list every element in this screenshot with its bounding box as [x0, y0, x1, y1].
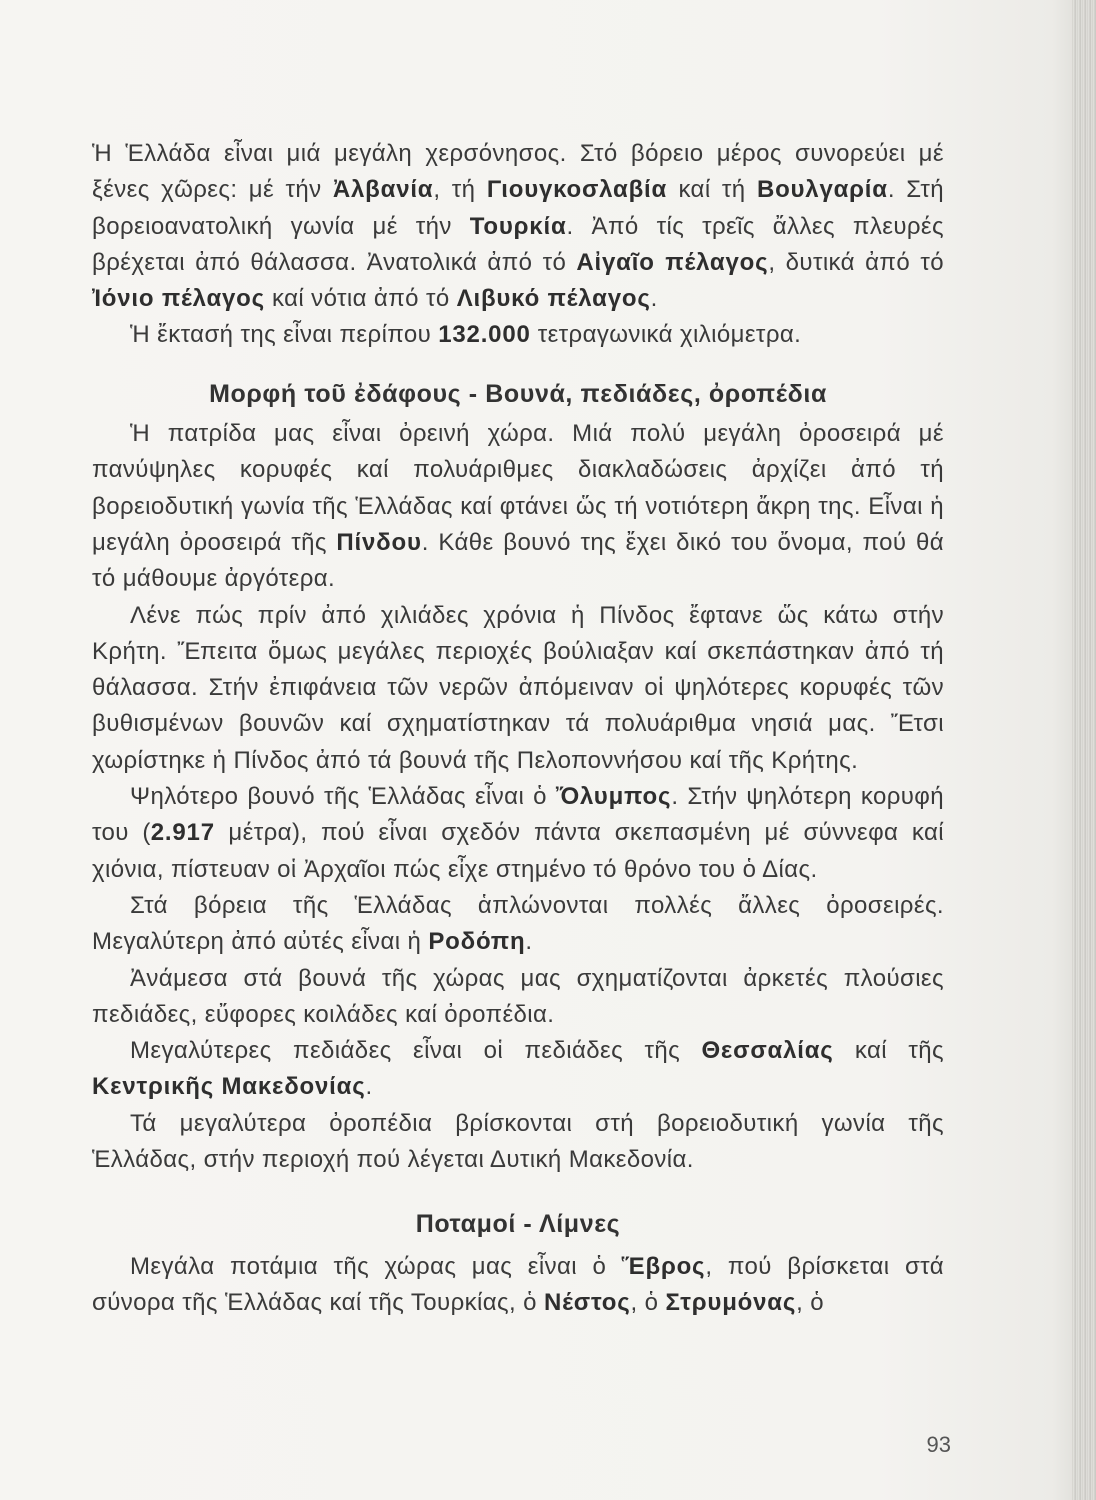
term-bulgaria: Βουλγαρία: [756, 176, 888, 204]
paragraph-crete: Λένε πώς πρίν ἀπό χιλιάδες χρόνια ἡ Πίνδος ἔφτανε ὥς κάτω στήν Κρήτη. Ἔπειτα ὅμως μεγάλες περιοχές βούλιαξαν καί σκεπάστηκαν ἀπό τή θάλασσα. Στήν ἐπιφάνεια τῶν νερῶν ἀπόμειναν οἱ ψηλότερες κορυφές τῶν βυθισμένων βουνῶν καί σχηματίστηκαν τά πολυάριθμα νησιά μας. Ἔτσι χωρίστηκε ἡ Πίνδος ἀπό τά βουνά τῆς Πελοποννήσου καί τῆς Κρήτης.: [92, 601, 944, 774]
paragraph-plains: Ἀνάμεσα στά βουνά τῆς χώρας μας σχηματίζονται ἀρκετές πλούσιες πεδιάδες, εὔφορες κοιλάδες καί ὀροπέδια.: [92, 964, 944, 1028]
paragraph-largest-plains: Μεγαλύτερες πεδιάδες εἶναι οἱ πεδιάδες τῆς Θεσσαλίας καί τῆς Κεντρικῆς Μακεδονίας.: [92, 1037, 944, 1101]
term-central-macedonia: Κεντρικῆς Μακεδονίας: [92, 1073, 366, 1101]
term-ionian-sea: Ἰόνιο πέλαγος: [92, 285, 265, 313]
term-strymonas: Στρυμόνας: [665, 1288, 797, 1316]
term-olympus-height: 2.917: [150, 819, 215, 847]
paragraph-rivers: Μεγάλα ποτάμια τῆς χώρας μας εἶναι ὁ Ἕβρος, πού βρίσκεται στά σύνορα τῆς Ἑλλάδας καί τῆς Τουρκίας, ὁ Νέστος, ὁ Στρυμόνας, ὁ: [92, 1252, 944, 1316]
paragraph-borders: Ἡ Ἑλλάδα εἶναι μιά μεγάλη χερσόνησος. Στό βόρειο μέρος συνορεύει μέ ξένες χῶρες: μέ τήν Ἀλβανία, τή Γιουγκοσλαβία καί τή Βουλγαρία. Στή βορειοανατολική γωνία μέ τήν Τουρκία. Ἀπό τίς τρεῖς ἄλλες πλευρές βρέχεται ἀπό θάλασσα. Ἀνατολικά ἀπό τό Αἰγαῖο πέλαγος, δυτικά ἀπό τό Ἰόνιο πέλαγος καί νότια ἀπό τό Λιβυκό πέλαγος.: [92, 140, 944, 313]
term-yugoslavia: Γιουγκοσλαβία: [486, 176, 668, 204]
page-body: [92, 136, 944, 1321]
paragraph-rhodope: Στά βόρεια τῆς Ἑλλάδας ἁπλώνονται πολλές ἄλλες ὀροσειρές. Μεγαλύτερη ἀπό αὐτές εἶναι ἡ Ροδόπη.: [92, 891, 944, 956]
paragraph-plateaus: Τά μεγαλύτερα ὀροπέδια βρίσκονται στή βορειοδυτική γωνία τῆς Ἑλλάδας, στήν περιοχή πού λέγεται Δυτική Μακεδονία.: [92, 1109, 944, 1174]
term-pindus: Πίνδου: [336, 528, 422, 556]
term-nestos: Νέστος: [543, 1288, 631, 1316]
term-albania: Ἀλβανία: [332, 176, 434, 204]
term-evros: Ἕβρος: [621, 1252, 706, 1280]
term-olympus: Ὄλυμπος: [555, 783, 672, 811]
section-heading-morphology: Μορφή τοῦ ἐδάφους - Βουνά, πεδιάδες, ὀροπέδια: [209, 379, 827, 408]
term-aegean-sea: Αἰγαῖο πέλαγος: [576, 248, 769, 276]
section-heading-rivers: Ποταμοί - Λίμνες: [415, 1210, 621, 1239]
paragraph-area: Ἡ ἔκτασή της εἶναι περίπου 132.000 τετραγωνικά χιλιόμετρα.: [130, 321, 802, 349]
term-libyan-sea: Λιβυκό πέλαγος: [456, 285, 651, 313]
paragraph-pindus: Ἡ πατρίδα μας εἶναι ὀρεινή χώρα. Μιά πολύ μεγάλη ὀροσειρά μέ πανύψηλες κορυφές καί πολυάριθμες διακλαδώσεις ἀρχίζει ἀπό τή βορειοδυτική γωνία τῆς Ἑλλάδας καί φτάνει ὥς τή νοτιότερη ἄκρη της. Εἶναι ἡ μεγάλη ὀροσειρά τῆς Πίνδου. Κάθε βουνό της ἔχει δικό του ὄνομα, πού θά τό μάθουμε ἀργότερα.: [92, 420, 944, 593]
term-rhodope: Ροδόπη: [428, 928, 526, 956]
page-edge: [1072, 0, 1096, 1500]
paragraph-olympus: Ψηλότερο βουνό τῆς Ἑλλάδας εἶναι ὁ Ὄλυμπος. Στήν ψηλότερη κορυφή του (2.917 μέτρα), πού εἶναι σχεδόν πάντα σκεπασμένη μέ σύννεφα καί χιόνια, πίστευαν οἱ Ἀρχαῖοι πώς εἶχε στημένο τό θρόνο του ὁ Δίας.: [92, 783, 945, 883]
page-number: 93: [926, 1432, 951, 1457]
term-area-value: 132.000: [438, 321, 531, 349]
term-turkey: Τουρκία: [469, 212, 567, 240]
term-thessaly: Θεσσαλίας: [701, 1037, 834, 1065]
